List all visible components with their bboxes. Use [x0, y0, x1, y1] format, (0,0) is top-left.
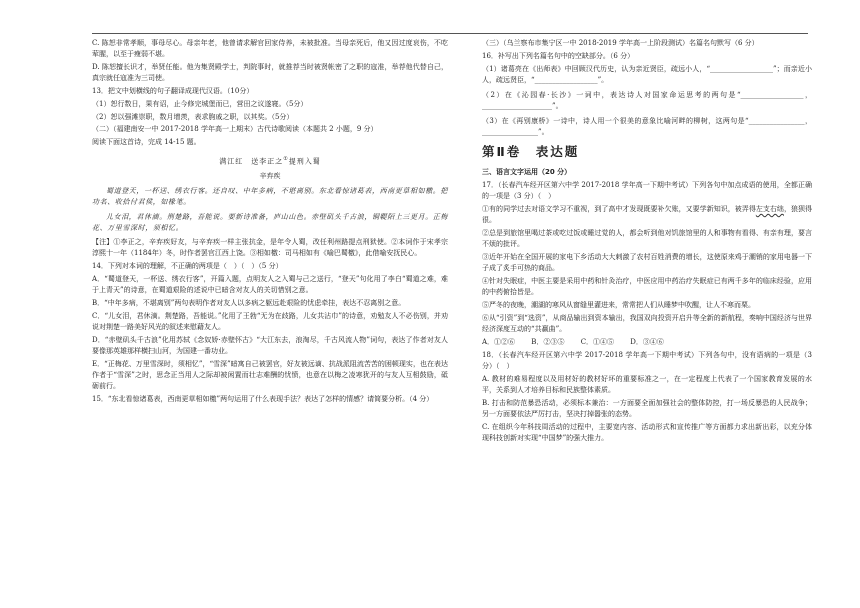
- question-17-4: ④针对失眠症，中医主要是采用中药和针灸治疗，中医应用中药治疗失眠症已有两千多年的临床经验，应用的中药俯拾皆是。: [482, 277, 812, 297]
- question-16-3: （3）在《再别康桥》一诗中，诗人用一个很美的意象比喻河畔的柳树，这两句是“________________，________________”。: [482, 116, 813, 136]
- question-17-3: ③近年开始在全国开展的家电下乡活动大大刺激了农村百姓消费的增长，这使原来鸡于潮销的家用电器一下子成了炙手可热的商品。: [482, 253, 812, 273]
- poem-instructions: 阅读下面这首诗，完成 14-15 题。: [92, 138, 201, 147]
- option-c: C. 陈恕非常孝顺，事母尽心。母亲年老，他曾请求解官回家侍养，未被批准。当母亲死后，他又因过度哀伤，不吃荤腥，以至于瘦弱不堪。: [92, 39, 448, 59]
- question-16: 16．补写出下列名篇名句中的空缺部分。（6 分）: [482, 51, 635, 60]
- question-18-c: C. 在组织今年科技周活动的过程中，主要宽内容、活动形式和宣传推广等方面都力求出新出彩，以充分体现科技创新对实现“中国梦”的强大推力。: [482, 422, 812, 442]
- poem-author: 辛弃疾: [259, 171, 281, 180]
- question-16-1: （1）诸葛亮在《出师表》中回顾汉代历史，认为亲近贤臣，疏远小人，“__________________”；而亲近小人，疏远贤臣，“__________________”。: [482, 64, 812, 84]
- question-13-2: （2）恕以强滩崇职，数月增羡，表求朐戚之职，以其奖。（5分）: [92, 112, 294, 121]
- question-17-5: ⑤严冬的夜晚，潮湖的寒风从窗缝里灌进来，常常把人们从睡梦中吹醒，让人不寒而栗。: [482, 301, 755, 309]
- question-17-options: [482, 337, 812, 348]
- option-d[interactable]: D．③④⑥: [630, 337, 664, 346]
- marked-idiom: 左支右绌: [755, 205, 784, 213]
- question-16-2: （2）在《沁园春·长沙》一词中，表达诗人对国家命运思考的两句是“__________________，____________________”。: [482, 90, 812, 110]
- poem-stanza-1: 蜀道登天，一杯送、绣衣行客。还自叹、中年多病，不堪离别。东北看惊诸葛表，西南更草相如檄。把功名、收拾付君侯，如椽笔。: [92, 187, 448, 207]
- answer-blank[interactable]: __________________: [534, 75, 598, 84]
- question-13-1: （1）恕行数日，果有诏，止今修完城堡而已，营田之议遂寝。（5分）: [92, 99, 308, 108]
- poem-title: 满江红 送李正之①提刑入蜀: [219, 156, 321, 166]
- section-3-heading: 三、语言文字运用（20 分）: [482, 168, 572, 177]
- option-d: D. 陈恕擅长识才，举贤任能。他为集贤殿学士，判院事时，就推荐当时被贤帐密了之职的寇准，举荐他代替自己，真宗就任寇准为三司使。: [92, 63, 448, 83]
- poem-stanza-2: 儿女泪，君休滴。荆楚路，吾能说。要新诗准备，庐山山色。赤壁矶头千古浪，铜鞮陌上三更月。正梅花、万里雪深时，须相忆。: [92, 212, 448, 232]
- question-18: 18．（长春汽车经开区第六中学 2017-2018 学年高一下期中考试）下列各句中，没有语病的一项是（3 分）（ ）: [482, 350, 812, 370]
- question-17: 17．（长春汽车经开区第六中学 2017-2018 学年高一下期中考试）下列各句中加点成语的使用，全都正确的一项是（3 分）（ ）: [482, 181, 812, 201]
- question-18-a: A. 教材的难易程度以及用材好的教材好坏的重要标准之一，在一定程度上代表了一个国家教育发展的水平，关系到人才培养目标和民族整体素质。: [482, 374, 812, 394]
- answer-blank[interactable]: ________________: [482, 127, 538, 136]
- question-14: 14．下列对本词的理解，不正确的两项是（ ）（ ）（5 分）: [92, 261, 283, 270]
- answer-blank[interactable]: ____________________: [482, 101, 552, 110]
- header-rule: [92, 33, 808, 34]
- question-17-2: ②总是到旅馆里喝过茶或吃过饭或睡过觉的人，都会听到他对饥旅馆里的人和事物有看得、有亲有理，要言不烦的批评。: [482, 229, 812, 249]
- answer-blank[interactable]: ________________: [748, 116, 805, 125]
- question-14-e: E．“正梅花、万里雪深时，须相忆”，“雪深”暗寓自己被罢官，好友被远谪、抗战派阻流苦苦的困顿现实，也在表达作者于“雪深”之时，思念正当用人之际却被闲置而壮志难酬的忧愤，也意在以梅之凌寒犹开的与友人互相鼓励，砥砺前行。: [92, 359, 448, 390]
- question-18-b: B. 打击和防范暴恐活动，必须标本兼治：一方面要全面加强社会的整体防控，打一场反暴恐的人民战争；另一方面要依法严厉打击，坚决打掉嚣张的态势。: [482, 398, 812, 418]
- recitation-intro: （三）（乌兰察布市集宁区一中 2018-2019 学年高一上阶段测试）名篇名句默写（6 分）: [482, 39, 759, 47]
- right-column: [482, 38, 812, 446]
- question-14-a: A．“蜀道登天，一杯送、绣衣行客”，开篇入题，点明友人之入蜀与己之送行，“登天”句化用了李白“蜀道之难，难于上青天”的诗意，在蜀道艰险的述说中已暗含对友人的关切惜别之意。: [92, 274, 448, 294]
- question-14-b: B．“中年多病，不堪离别”两句表明作者对友人以多病之躯远赴艰险的忧虑牵挂，表达不忍离别之意。: [92, 298, 406, 307]
- question-14-d: D．“赤壁矶头千古浪”化用苏轼《念奴娇·赤壁怀古》“大江东去，浪淘尽，千古风流人物”词句，表达了作者对友人要像那英雄那样横扫山河，为国建一番功业。: [92, 335, 448, 355]
- poem-note: 【注】①李正之，辛弃疾好友，与辛弃疾一样主张抗金，是年令人蜀，改任利州路提点刑狱使。②本词作于宋孝宗淳熙十一年（1184年）冬，时作者罢官江西上饶。③相如檄：司马相如有《喻巴蜀檄》，此借喻安抚民心。: [92, 237, 448, 258]
- option-a[interactable]: A．①②⑥: [482, 337, 516, 346]
- question-17-6: ⑥从“引资”到“选资”，从商品输出到资本输出，我国双向投资开启升等全新的新航程，奏响中国经济与世界经济深度互动的“共赢曲”。: [482, 313, 812, 333]
- option-c[interactable]: C．①④⑤: [580, 337, 615, 346]
- question-14-c: C．“儿女泪，君休滴。荆楚路，吾能说。”化用了王勃“无为在歧路，儿女共沾巾”的诗意，劝勉友人不必伤别，并劝说对荆楚一路美好风光的叙述来慰藉友人。: [92, 311, 448, 331]
- question-17-1: ①有的同学过去对语文学习不重视，到了高中才发现既要补欠账，又要学新知识，被弄得左支右绌，狼狈得很。: [482, 205, 813, 225]
- question-15: 15．“东北看惊诸葛表，西南更草相如檄”两句运用了什么表现手法？表达了怎样的情感？请简要分析。（4 分）: [92, 394, 434, 403]
- option-b[interactable]: B．②③⑤: [531, 337, 565, 346]
- answer-blank[interactable]: __________________: [740, 90, 804, 99]
- question-13: 13．把文中划横线的句子翻译成现代汉语。（10分）: [92, 87, 254, 95]
- answer-blank[interactable]: __________________: [710, 64, 774, 73]
- poem-section-intro: （二）（福建南安一中 2017-2018 学年高一上期末）古代诗歌阅读（本题共 2 小题，9 分）: [92, 125, 378, 134]
- left-column: [92, 38, 448, 407]
- section-title: 第Ⅱ卷 表达题: [482, 144, 580, 159]
